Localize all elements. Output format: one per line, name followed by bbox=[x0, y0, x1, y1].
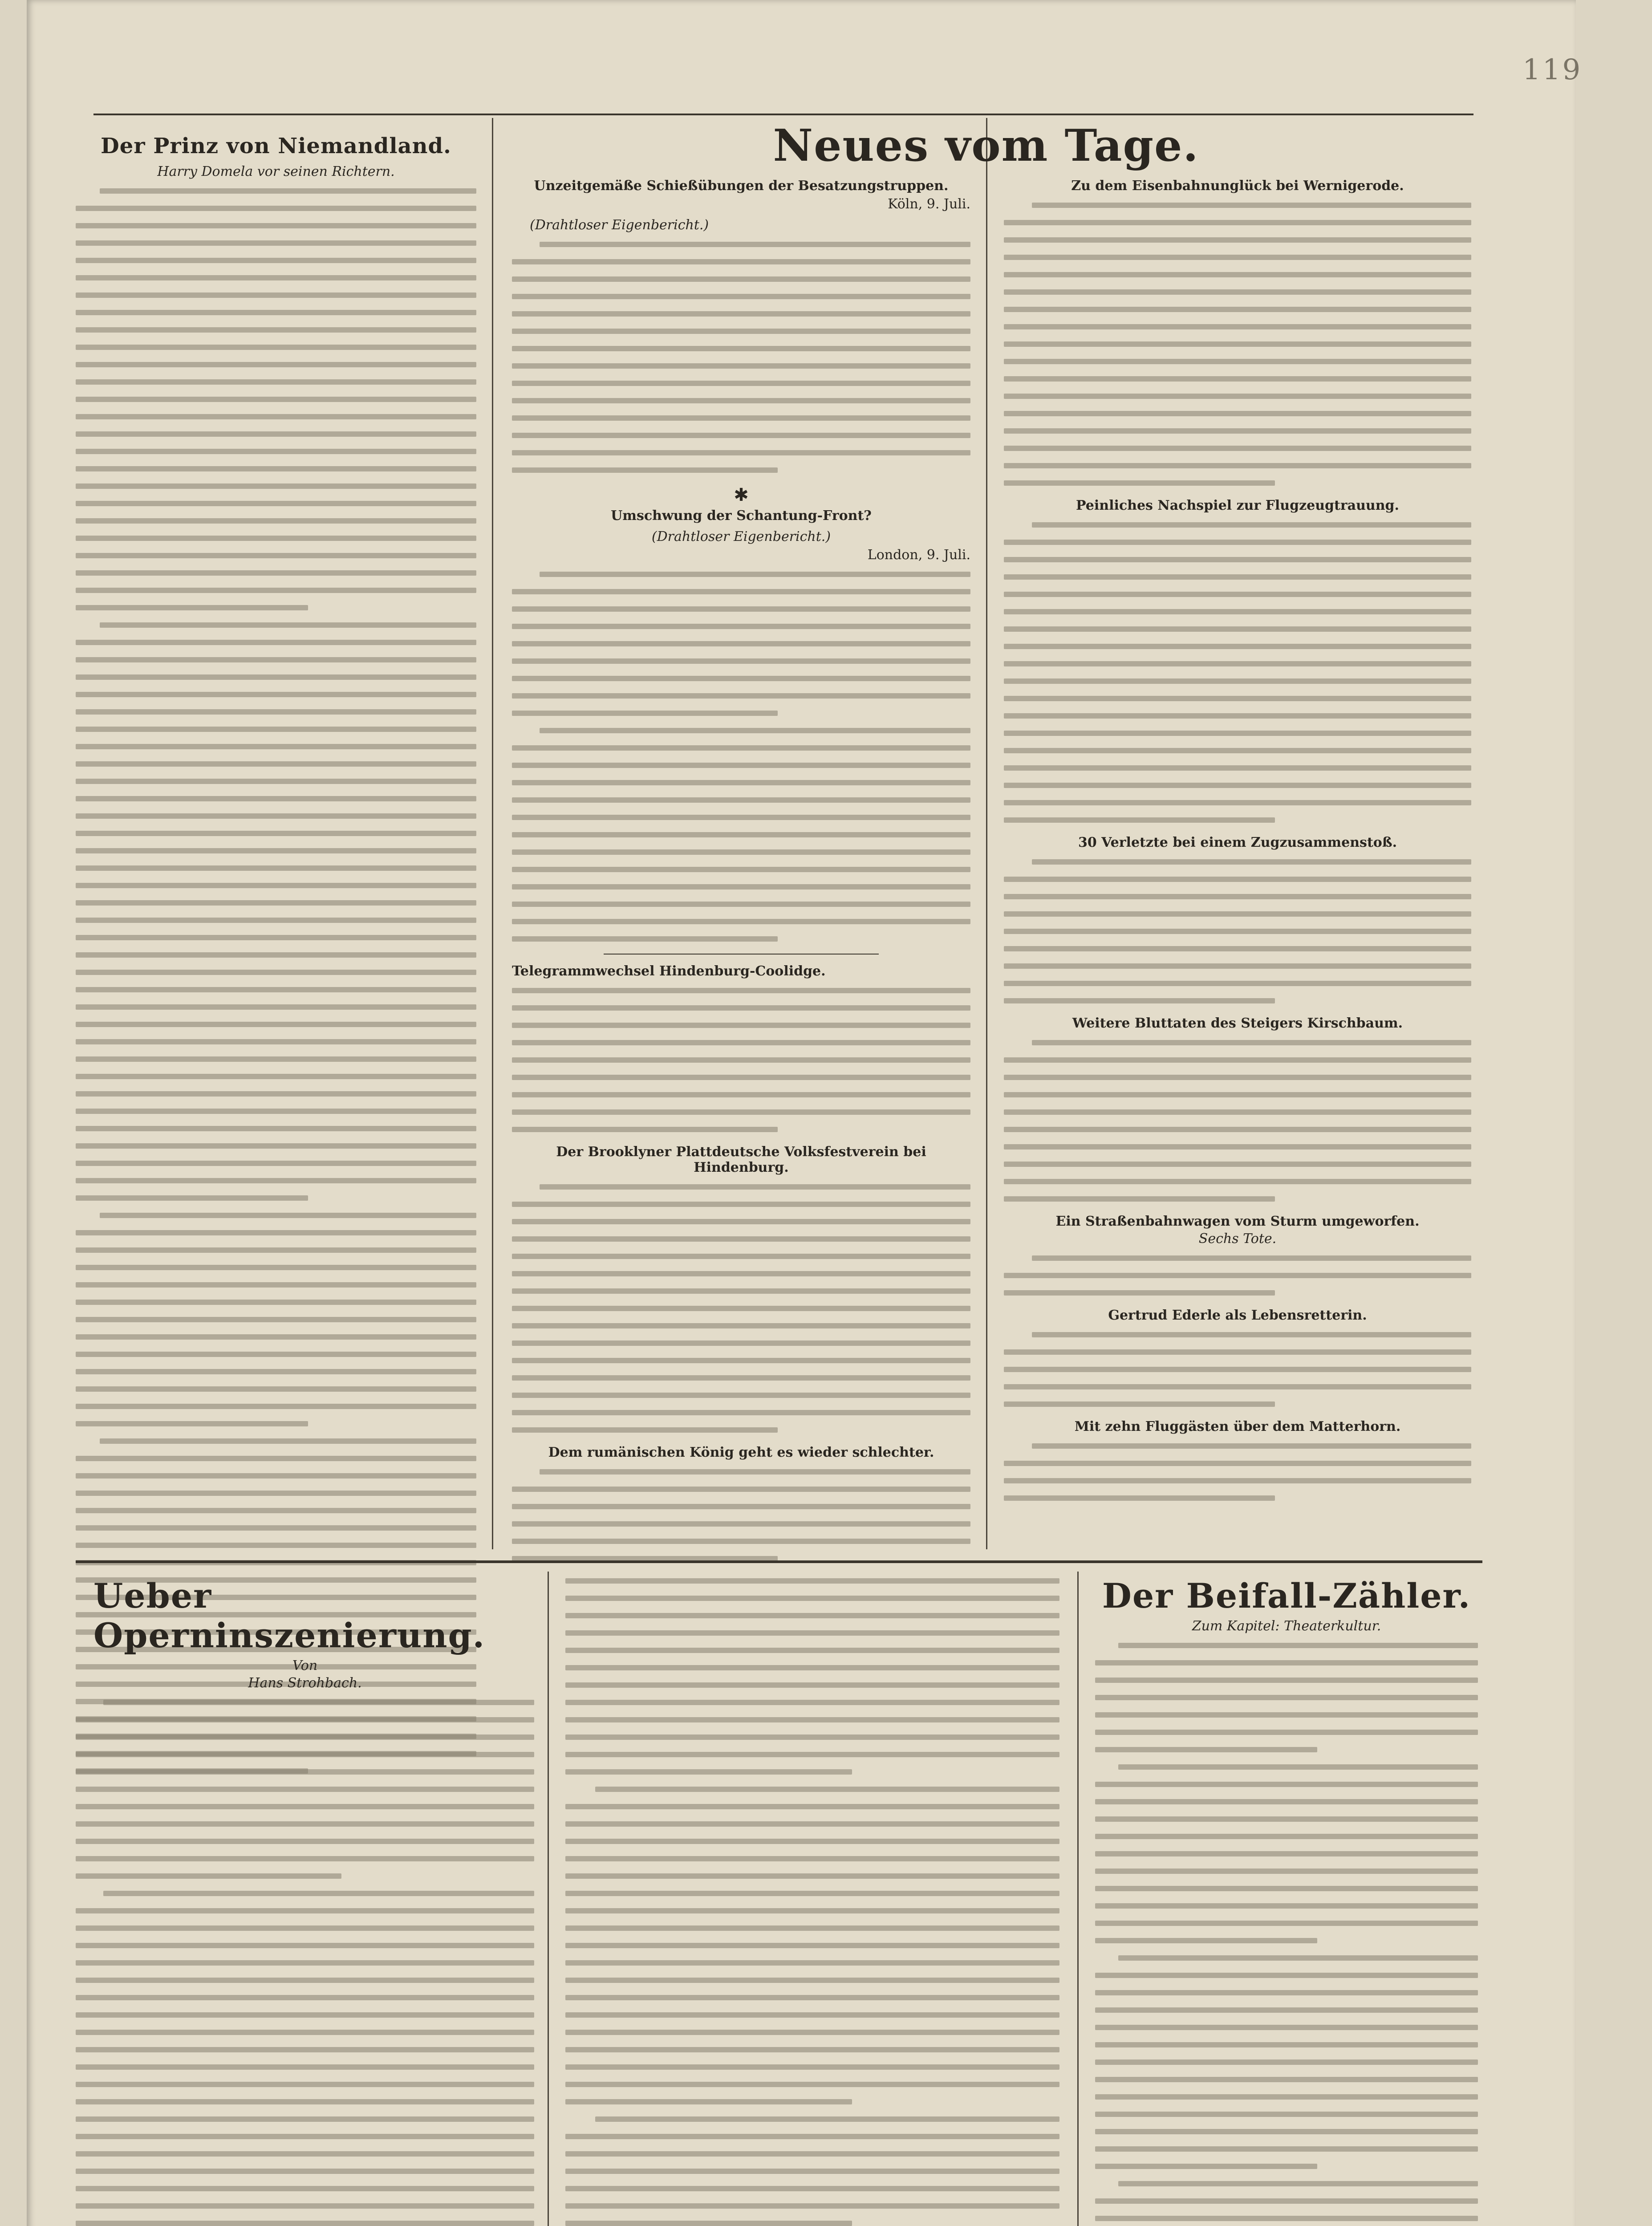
article-body-lines bbox=[512, 242, 970, 473]
article-title: Unzeitgemäße Schießübungen der Besatzungstruppen. bbox=[534, 178, 949, 194]
article-body-lines bbox=[1004, 1040, 1471, 1202]
article-body-lines bbox=[512, 988, 970, 1132]
article-body-lines bbox=[1004, 859, 1471, 1003]
article-body-lines bbox=[76, 188, 476, 1774]
article-dateline: London, 9. Juli. bbox=[867, 547, 970, 563]
article-body-lines bbox=[565, 1578, 1059, 2226]
article-title: Der Prinz von Niemandland. bbox=[101, 134, 451, 158]
article-body-lines bbox=[1095, 1643, 1478, 2226]
page-number: 119 bbox=[1522, 53, 1583, 86]
article-byline: Harry Domela vor seinen Richtern. bbox=[157, 164, 395, 179]
article-operninszenierung bbox=[76, 1576, 534, 2226]
column-divider bbox=[986, 118, 987, 1549]
article-beifall-zaehler bbox=[1095, 1576, 1478, 2226]
article-title: Peinliches Nachspiel zur Flugzeugtrauung. bbox=[1076, 498, 1399, 513]
column-divider bbox=[1077, 1572, 1079, 2226]
article-body-lines bbox=[1004, 203, 1471, 486]
article-body-lines bbox=[76, 1700, 534, 2226]
column-divider bbox=[548, 1572, 549, 2226]
article-author: Hans Strohbach. bbox=[248, 1675, 362, 1691]
masthead-title: Neues vom Tage. bbox=[773, 120, 1199, 171]
article-prinz-von-niemandland bbox=[76, 134, 476, 1786]
article-body-lines bbox=[512, 1469, 970, 1561]
masthead bbox=[507, 120, 1465, 171]
article-body-lines bbox=[1004, 1255, 1471, 1296]
article-title: Zu dem Eisenbahnunglück bei Wernigerode. bbox=[1071, 178, 1404, 194]
article-title: Gertrud Ederle als Lebensretterin. bbox=[1108, 1308, 1367, 1323]
article-title: Weitere Bluttaten des Steigers Kirschbaum. bbox=[1072, 1016, 1403, 1031]
article-body-lines bbox=[1004, 1332, 1471, 1407]
article-subtitle: Zum Kapitel: Theaterkultur. bbox=[1192, 1618, 1381, 1634]
article-subtitle: Sechs Tote. bbox=[1198, 1231, 1277, 1247]
article-source: (Drahtloser Eigenbericht.) bbox=[530, 217, 709, 233]
article-body-lines bbox=[1004, 1443, 1471, 1501]
top-section-rule bbox=[93, 114, 1473, 115]
section-divider-rule bbox=[76, 1560, 1482, 1563]
article-body-lines bbox=[512, 1184, 970, 1433]
article-operninszenierung-continued bbox=[565, 1578, 1059, 2226]
article-title: 30 Verletzte bei einem Zugzusammenstoß. bbox=[1078, 835, 1397, 850]
article-title: Der Brooklyner Plattdeutsche Volksfestverein bei Hindenburg. bbox=[556, 1144, 926, 1175]
article-title: Ein Straßenbahnwagen vom Sturm umgeworfen. bbox=[1055, 1214, 1420, 1229]
article-source: (Drahtloser Eigenbericht.) bbox=[651, 529, 831, 544]
right-column bbox=[1004, 178, 1471, 1513]
column-divider bbox=[492, 118, 493, 1549]
article-dateline: Köln, 9. Juli. bbox=[888, 196, 970, 212]
article-title: Telegrammwechsel Hindenburg-Coolidge. bbox=[512, 963, 826, 979]
separator-star-icon: ✱ bbox=[734, 485, 749, 505]
article-byline-von: Von bbox=[292, 1658, 318, 1674]
article-title: Dem rumänischen König geht es wieder schlechter. bbox=[548, 1445, 934, 1460]
newspaper-page bbox=[27, 0, 1583, 2226]
article-title: Ueber Operninszenierung. bbox=[93, 1576, 486, 1655]
article-title: Mit zehn Fluggästen über dem Matterhorn. bbox=[1074, 1419, 1401, 1434]
article-body-lines bbox=[1004, 522, 1471, 823]
article-body-lines bbox=[512, 572, 970, 942]
article-separator bbox=[604, 954, 879, 955]
article-title: Umschwung der Schantung-Front? bbox=[611, 508, 872, 524]
article-title: Der Beifall-Zähler. bbox=[1102, 1576, 1471, 1616]
center-column bbox=[512, 178, 970, 1573]
